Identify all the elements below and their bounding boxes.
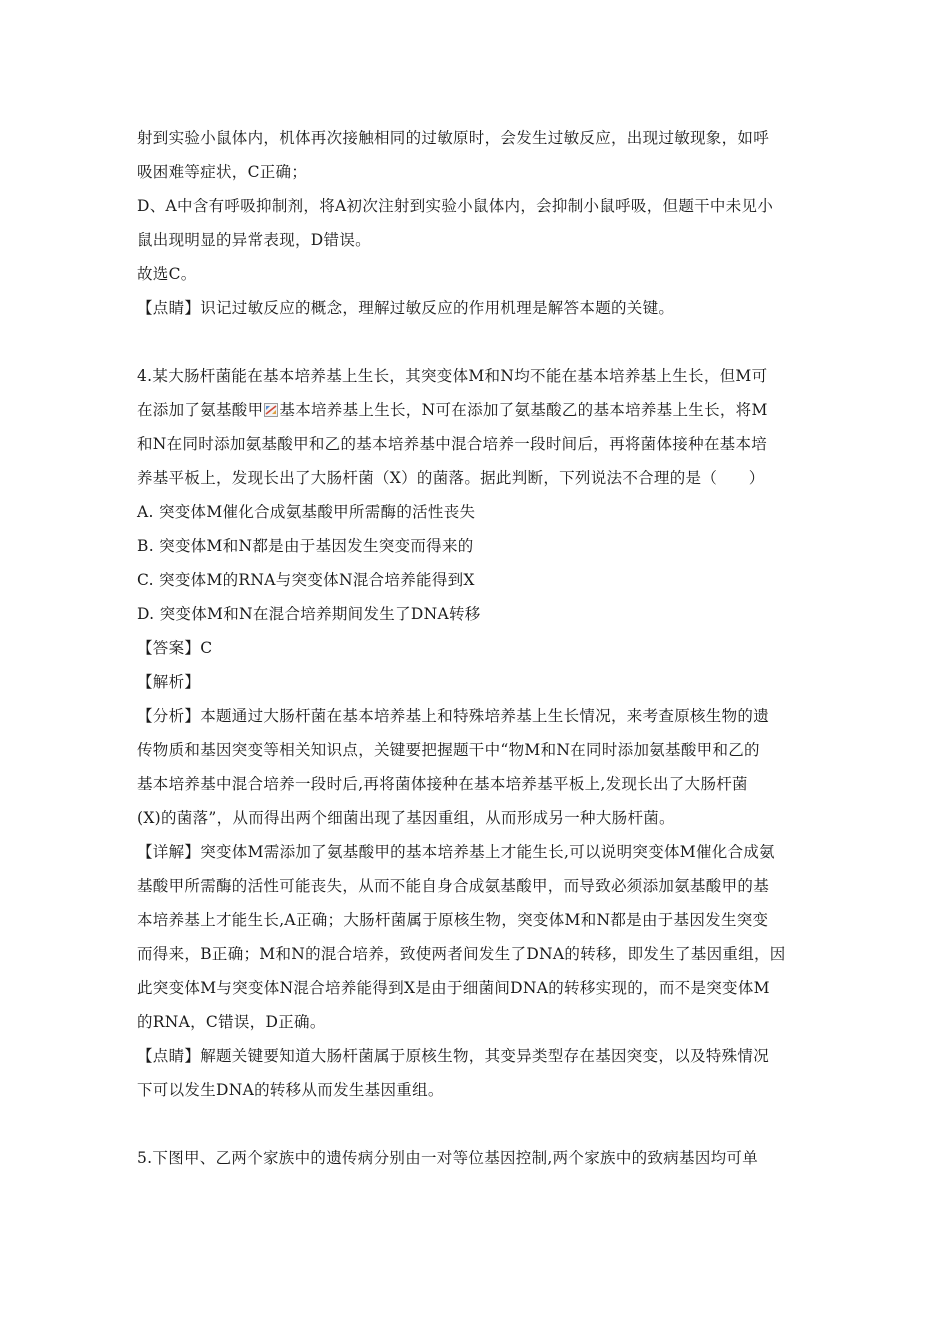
prev-line-3: D、A中含有呼吸抑制剂，将A初次注射到实验小鼠体内，会抑制小鼠呼吸，但题干中未见小 xyxy=(137,197,774,215)
q4-fenxi-line-3: 基本培养基中混合培养一段时后,再将菌体接种在基本培养基平板上,发现长出了大肠杆菌 xyxy=(137,775,748,793)
prev-line-4: 鼠出现明显的异常表现，D错误。 xyxy=(137,231,371,249)
q4-stem-line-3: 和N在同时添加氨基酸甲和乙的基本培养基中混合培养一段时间后，再将菌体接种在基本培 xyxy=(137,435,768,453)
prev-line-5: 故选C。 xyxy=(137,265,197,283)
q4-dianjing-line-2: 下可以发生DNA的转移从而发生基因重组。 xyxy=(137,1081,444,1099)
q4-fenxi-line-4: (X)的菌落”，从而得出两个细菌出现了基因重组，从而形成另一种大肠杆菌。 xyxy=(137,809,675,827)
q4-stem-line-1: 4.某大肠杆菌能在基本培养基上生长，其突变体M和N均不能在基本培养基上生长，但M可 xyxy=(137,367,768,385)
q4-xiangjie-line-6: 的RNA，C错误，D正确。 xyxy=(137,1013,326,1031)
q4-xiangjie-line-5: 此突变体M与突变体N混合培养能得到X是由于细菌间DNA的转移实现的，而不是突变体M xyxy=(137,979,770,997)
q4-xiangjie-line-4: 而得来，B正确；M和N的混合培养，致使两者间发生了DNA的转移，即发生了基因重组，因 xyxy=(137,945,786,963)
q4-option-a: A. 突变体M催化合成氨基酸甲所需酶的活性丧失 xyxy=(137,503,476,521)
q4-option-b: B. 突变体M和N都是由于基因发生突变而得来的 xyxy=(137,537,474,555)
q4-xiangjie-line-2: 基酸甲所需酶的活性可能丧失，从而不能自身合成氨基酸甲，而导致必须添加氨基酸甲的基 xyxy=(137,877,770,895)
q4-analysis-title: 【解析】 xyxy=(137,673,201,691)
q4-stem-line-4: 养基平板上，发现长出了大肠杆菌（X）的菌落。据此判断，下列说法不合理的是（ ） xyxy=(137,469,765,487)
q4-stem-line-2 xyxy=(137,400,768,420)
broken-image-icon xyxy=(264,403,278,417)
q4-option-c: C. 突变体M的RNA与突变体N混合培养能得到X xyxy=(137,571,475,589)
q4-stem-line-2b: 基本培养基上生长，N可在添加了氨基酸乙的基本培养基上生长，将M xyxy=(279,401,768,419)
q4-xiangjie-line-3: 本培养基上才能生长,A正确；大肠杆菌属于原核生物，突变体M和N都是由于基因发生突变 xyxy=(137,911,769,929)
q5-stem-line-1: 5.下图甲、乙两个家族中的遗传病分别由一对等位基因控制,两个家族中的致病基因均可单 xyxy=(137,1149,759,1167)
q4-fenxi-line-2: 传物质和基因突变等相关知识点，关键要把握题干中“物M和N在同时添加氨基酸甲和乙的 xyxy=(137,741,760,759)
q4-answer: 【答案】C xyxy=(137,639,213,657)
q4-fenxi-line-1: 【分析】本题通过大肠杆菌在基本培养基上和特殊培养基上生长情况，来考查原核生物的遗 xyxy=(137,707,770,725)
prev-line-2: 吸困难等症状，C正确； xyxy=(137,163,308,181)
prev-line-1: 射到实验小鼠体内，机体再次接触相同的过敏原时，会发生过敏反应，出现过敏现象，如呼 xyxy=(137,129,770,147)
q4-stem-line-2a: 在添加了氨基酸甲 xyxy=(137,401,264,419)
q4-xiangjie-line-1: 【详解】突变体M需添加了氨基酸甲的基本培养基上才能生长,可以说明突变体M催化合成氨 xyxy=(137,843,775,861)
q4-option-d: D. 突变体M和N在混合培养期间发生了DNA转移 xyxy=(137,605,481,623)
q4-dianjing-line-1: 【点睛】解题关键要知道大肠杆菌属于原核生物，其变异类型存在基因突变，以及特殊情况 xyxy=(137,1047,770,1065)
prev-dianjing: 【点睛】识记过敏反应的概念，理解过敏反应的作用机理是解答本题的关键。 xyxy=(137,299,675,317)
